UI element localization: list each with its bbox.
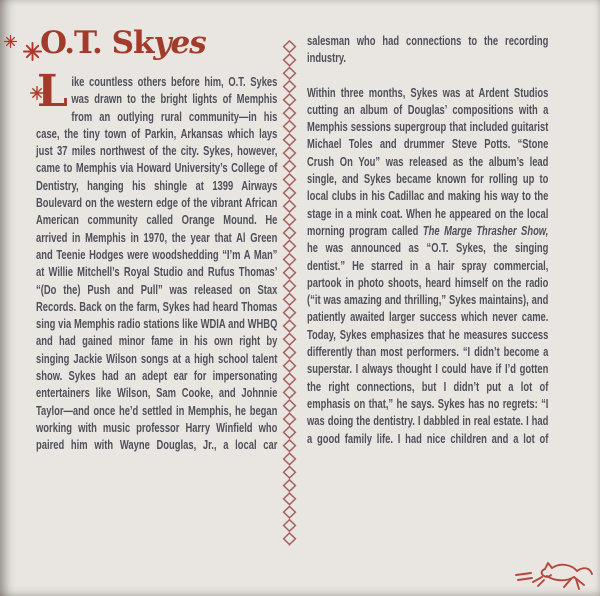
right-text-column (307, 33, 549, 448)
drop-cap: L (37, 66, 68, 117)
article-paragraph (36, 66, 278, 455)
diamond-chain-divider (282, 40, 297, 546)
drop-cap-spacer (36, 74, 71, 109)
page-title (40, 26, 206, 60)
article-text: ike countless others before him, O.T. Sykes was drawn to the bright lights of Memphis from an outlying rural community—in his case, the tiny town of Parkin, Arkansas which lays just 37 miles northwest of the city. Sykes, however, came to Memphis via Howard University’s College of Dentistry, hanging his shingle at 1399 Airways Boulevard on the western edge of the vibrant African American community called Orange Mound. He arrived in Memphis in 1970, the year that Al Green and Teenie Hodges were woodshedding “I’m A Man” at Willie Mitchell’s Royal Studio and Rufus Thomas’ “(Do the) Push and Pull” was released on Stax Records. Back on the farm, Sykes had heard Thomas sing via Memphis radio stations like WDIA and WHBQ and had gained minor fame in his own right by singing Jackie Wilson songs at a high school talent show. Sykes had an adept ear for impersonating entertainers like Wilson, Sam Cooke, and Johnnie Taylor—and once he’d settled in Memphis, he began working with music professor Harry Winfield who paired him with Wayne Douglas, Jr., a local car (36, 75, 278, 453)
text-segment: The Marge Thrasher Show, (422, 223, 549, 238)
page-title-main: O.T. Sk (40, 25, 154, 61)
running-dog-illustration (514, 558, 596, 594)
article-paragraph (307, 33, 548, 68)
page-title-swash: yes (153, 25, 206, 61)
text-segment: salesman who had connections to the recording industry. (307, 34, 549, 66)
text-segment: he was announced as “O.T. Sykes, the singing dentist.” He starred in a hair spray commercial, partook in photo shoots, heard himself on the radio (“it was amazing and thrilling,” Sykes maintains), and patiently awaited larger success which never came. Today, Sykes emphasizes that he measures success differently than most performers. “I didn’t become a superstar. I always thought I could have if I’d gotten the right connections, but I didn’t put a lot of emphasis on that,” he says. Sykes has no regrets: “I was doing the dentistry. I dabbled in real estate. I had a good family life. I had nice children and a lot of (307, 241, 549, 446)
sparkle-icon (4, 35, 17, 48)
article-paragraph (307, 85, 548, 448)
left-text-column (36, 66, 278, 455)
text-segment: Within three months, Sykes was at Ardent Studios cutting an album of Douglas’ compositions with a Memphis sessions supergroup that included guitarist Michael Toles and drummer Steve Potts. “Stone Crush On You” was released as the album’s lead single, and Sykes became known for rolling up to local clubs in his Cadillac and making his way to the stage in a mink coat. When he appeared on the local morning program called (307, 85, 549, 238)
